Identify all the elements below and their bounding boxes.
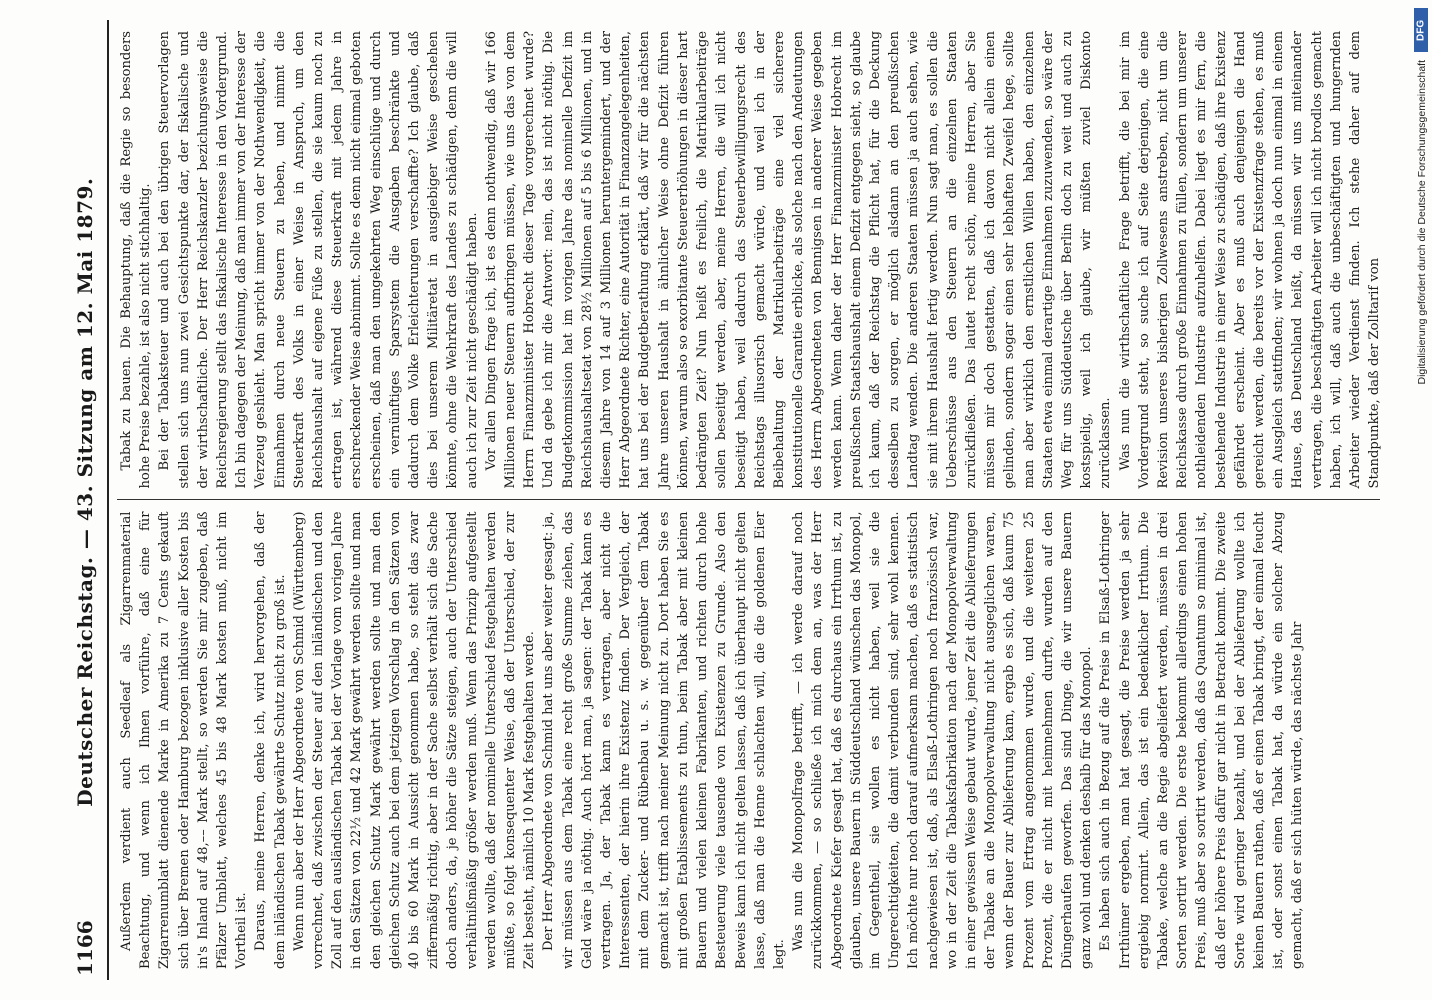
paragraph: Daraus, meine Herren, denke ich, wird hervorgehen, daß der dem inländischen Tabak gewährte Schutz nicht zu groß ist. <box>253 511 288 969</box>
paragraph: Außerdem verdient auch Seedleaf als Zigarrenmaterial Beachtung, und wenn ich Ihnen vorführe, daß eine für Zigarrenumblatt dienende Marke in Amerika zu 7 Cents gekauft sich über Bremen oder Hamburg bezogen inklusive aller Kosten bis in's Inland auf 48,–– Mark stellt, so werden Sie mir zugeben, daß Pfälzer Umblatt, welches 45 bis 48 Mark kosten muß, nicht im Vortheil ist. <box>119 511 250 969</box>
paragraph: Wenn nun aber der Herr Abgeordnete von Schmid (Württemberg) vorrechnet, daß zwischen der Steuer auf den inländischen und den Zoll auf den ausländischen Tabak bei der Vorlage vom vorigen Jahre in den Sätzen von 22½ und 42 Mark gewährt werden sollte und man den gleichen Schutz Mark gewährt werden sollte und man den gleichen Schutz auch bei dem jetzigen Vorschlag in den Sätzen von 40 bis 60 Mark in Aussicht genommen habe, so steht das zwar ziffermäßig richtig, aber in der Sache selbst verhält sich die Sache doch anders, da, je höher die Sätze steigen, auch der Unterschied verhältnißmäßig größer werden muß. Wenn das Prinzip aufgestellt werden wollte, daß der nominelle Unterschied festgehalten werden müßte, so folgt konsequenter Weise, daß der Unterschied, der zur Zeit besteht, nämlich 10 Mark festgehalten werde. <box>291 511 538 969</box>
paragraph: Vor allen Dingen frage ich, ist es denn nothwendig, daß wir 166 Millionen neuer Steuern aufbringen müssen, wie uns das von dem Herrn Finanzminister Hobrecht dieser Tage vorgerechnet wurde? Und da gebe ich mir die Antwort: nein, das ist nicht nöthig. Die Budgetkommission hat im vorigen Jahre das nominelle Defizit im Reichshaushaltsetat von 28½ Millionen auf 5 bis 6 Millionen, und in diesem Jahre von 14 auf 3 Millionen heruntergemindert, und der Herr Abgeordnete Richter, eine Autorität in Finanzangelegenheiten, hat uns bei der Budgetberathung erklärt, daß wir für die nächsten Jahre unseren Haushalt in ähnlicher Weise ohne Defizit führen können, warum also so exorbitante Steuererhöhungen in dieser hart bedrängten Zeit? Nun heißt es freilich, die Matrikularbeiträge sollen beseitigt werden, aber, meine Herren, die will ich nicht beseitigt haben, weil dadurch das Steuerbewilligungsrecht des Reichstags illusorisch gemacht würde, und weil ich in der Beibehaltung der Matrikularbeiträge eine viel sicherere konstitutionelle Garantie erblicke, als solche nach den Andeutungen des Herrn Abgeordneten von Bennigsen in anderer Weise gegeben werden kann. Wenn daher der Herr Finanzminister Hobrecht im preußischen Staatshaushalt einem Defizit entgegen sieht, so glaube ich kaum, daß der Reichstag die Pflicht hat, für die Deckung desselben zu sorgen, er möglich alsdann an den preußischen Landtag wenden. Die anderen Staaten müssen ja auch sehen, wie sie mit ihrem Haushalt fertig werden. Nun sagt man, es sollen die Ueberschüsse aus den Steuern an die einzelnen Staaten zurückfließen. Das lautet recht schön, meine Herren, aber Sie müssen mir doch gestatten, daß ich davon nicht allein einen gelinden, sondern sogar einen sehr lebhaften Zweifel hege, sollte man aber wirklich den ernstlichen Willen haben, den einzelnen Staaten etwa einmal derartige Einnahmen zuzuwenden, so wäre der Weg für uns Süddeutsche über Berlin doch zu weit und auch zu kostspielig, weil ich glaube, wir müßten zuviel Diskonto zurücklassen. <box>483 31 1114 489</box>
paragraph: Es haben sich auch in Bezug auf die Preise in Elsaß-Lothringer Irrthümer ergeben, man hat gesagt, die Preise werden ja sehr ergiebig normirt. Allein, das ist ein bedenklicher Irrthum. Die Tabake, welche an die Regie abgeliefert werden, müssen in drei Sorten sortirt werden. Die erste bekommt allerdings einen hohen Preis, muß aber so sortirt werden, daß das Quantum so minimal ist, daß der höhere Preis dafür gar nicht in Betracht kommt. Die zweite Sorte wird geringer bezahlt, und bei der Ablieferung wollte ich keinen Bauern rathen, daß er einen Tabak bringt, der einmal feucht ist, oder sonst einen Tabak hat, da würde ein solcher Abzug gemacht, daß er sich hüten würde, das nächste Jahr <box>1098 511 1306 969</box>
paragraph: Bei der Tabaksteuer und auch bei den übrigen Steuervorlagen stellen sich uns nun zwei Gesichtspunkte dar, der fiskalische und der wirthschaftliche. Der Herr Reichskanzler bezichungsweise die Reichsregierung stellt das fiskalische Interesse in den Vordergrund. Ich bin dagegen der Meinung, daß man immer von der Interesse der Verzeug geshieht. Man spricht immer von der Nothwendigkeit, die Einnahmen durch neue Steuern zu heben, und nimmt die Steuerkraft des Volks in einer Weise in Anspruch, um den Reichshaushalt auf eigene Füße zu stellen, die sie kaum noch zu ertragen ist, während diese Steuerkraft mit jedem Jahre in erschreckender Weise abnimmt. Sollte es denn nicht einmal geboten erscheinen, daß man den umgekehrten Weg einschlüge und durch ein vernünftiges Sparsystem die Ausgaben beschränkte und dadurch dem Volke Erleichterungen verschaffte? Ich glaube, daß dies bei unserem Militäretat in ausgiebiger Weise geschehen könnte, ohne die Wehrkraft des Landes zu schädigen, denn die will auch ich zur Zeit nicht geschädigt haben. <box>157 31 480 489</box>
page-header <box>73 20 109 980</box>
text-columns <box>117 20 1383 980</box>
paragraph: Was nun die wirthschaftliche Frage betrifft, die bei mir im Vordergrund steht, so suche ich auf Seite derjenigen, die eine Revision unseres bisherigen Zollwesens anstreben, nicht um die Reichskasse durch große Einnahmen zu füllen, sondern um unserer nothleidenden Industrie aufzuhelfen. Dabei liegt es mir fern, die bestehende Industrie in einer Weise zu schädigen, daß ihre Existenz gefährdet erscheint. Aber es muß auch denjenigen die Hand gereicht werden, die bereits vor der Existenzfrage stehen, es muß ein Ausgleich stattfinden; wir wohnen ja doch nun einmal in einem Hause, das Deutschland heißt, da müssen wir uns miteinander vertragen, die beschäftigten Arbeiter will ich nicht brodlos gemacht haben, ich will, daß auch die unbeschäftigten und hungernden Arbeiter wieder Verdienst finden. Ich stehe daher auf dem Standpunkte, daß der Zolltarif von <box>1117 31 1383 489</box>
rotated-document-page <box>55 0 1400 1000</box>
column-left <box>117 501 1380 981</box>
paragraph: Tabak zu bauen. Die Behauptung, daß die Regie so besonders hohe Preise bezahle, ist also nicht stichhaltig. <box>119 31 154 489</box>
page-title: Deutscher Reichstag. — 43. Sitzung am 12. Mai 1879. <box>73 177 97 807</box>
column-right <box>117 20 1383 501</box>
page-number: 1166 <box>73 920 97 976</box>
dfg-logo: DFG <box>1414 8 1428 52</box>
paragraph: Was nun die Monopolfrage betrifft, — ich werde darauf noch zurückkommen, — so schließe ich mich dem an, was der Herr Abgeordnete Kiefer gesagt hat, daß es durchaus ein Irrthum ist, zu glauben, unsere Bauern in Süddeutschland wünschen das Monopol, im Gegentheil, sie wollen es nicht haben, weil sie die Ungerechtigkeiten, die damit verbunden sind, sehr wohl kennen. Ich möchte nur noch darauf aufmerksam machen, daß es statistisch nachgewiesen ist, daß, als Elsaß-Lothringen noch französisch war, wo in der Zeit die Tabaksfabrikation nach der Monopolverwaltung in einer gewissen Weise gebaut wurde, jener Zeit die Ablieferungen der Tabake an die Monopolverwaltung nicht ausgeglichen waren, wenn der Bauer zur Ablieferung kam, ergab es sich, daß kaum 75 Prozent vom Ertrag angenommen wurde, und die weiteren 25 Prozent, die er nicht mit heimnehmen durfte, wurden auf den Düngerhaufen geworfen. Das sind Dinge, die wir unsere Bauern ganz wohl und denken deshalb für das Monopol. <box>791 511 1095 969</box>
digitization-credit: Digitalisierung gefördert durch die Deutsche Forschungsgemeinschaft <box>1416 60 1428 385</box>
paragraph: Der Herr Abgeordnete von Schmid hat uns aber weiter gesagt: ja, wir müssen aus dem Tabak eine recht große Summe ziehen, das Geld wäre ja nöthig. Auch hört man, ja sagen: der Tabak kann es vertragen. Ja, der Tabak kann es vertragen, aber nicht die Interessenten, der hierin ihre Existenz finden. Der Vergleich, der mit dem Zucker- und Rübenbau u. s. w. gegenüber dem Tabak gemacht ist, trifft nach meiner Meinung nicht zu. Dort haben Sie es mit großen Etablissements zu thun, beim Tabak aber mit kleinen Bauern und vielen kleinen Fabrikanten, und richten durch hohe Besteuerung viele tausende von Existenzen zu Grunde. Also den Beweis kann ich nicht gelten lassen, daß ich überhaupt nicht gelten lasse, daß man die Henne schlachten will, die die goldenen Eier legt. <box>541 511 787 969</box>
